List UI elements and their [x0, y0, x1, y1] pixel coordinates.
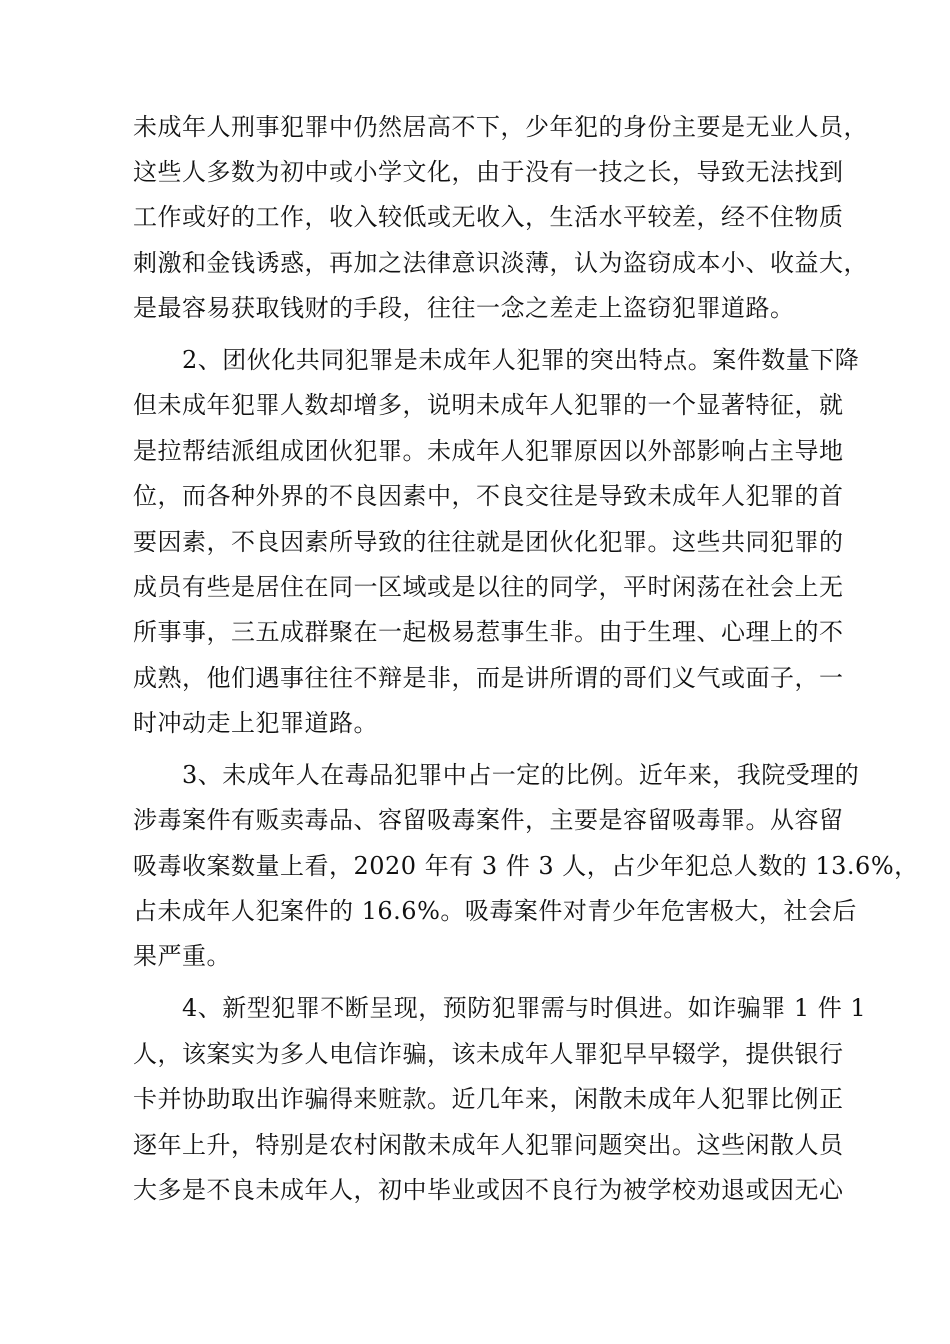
- text-line: 大多是不良未成年人，初中毕业或因不良行为被学校劝退或因无心: [133, 1176, 844, 1204]
- text-line: 成熟，他们遇事往往不辩是非，而是讲所谓的哥们义气或面子，一: [133, 664, 844, 692]
- text-line: 所事事，三五成群聚在一起极易惹事生非。由于生理、心理上的不: [133, 618, 844, 646]
- text-line: 工作或好的工作，收入较低或无收入，生活水平较差，经不住物质: [133, 203, 844, 231]
- text-line: 位，而各种外界的不良因素中，不良交往是导致未成年人犯罪的首: [133, 482, 844, 510]
- text-line: 未成年人刑事犯罪中仍然居高不下，少年犯的身份主要是无业人员，: [133, 113, 868, 141]
- text-line: 要因素，不良因素所导致的往往就是团伙化犯罪。这些共同犯罪的: [133, 528, 844, 556]
- paragraph-start-line: 4、新型犯罪不断呈现，预防犯罪需与时俱进。如诈骗罪 1 件 1: [182, 994, 867, 1022]
- text-line: 时冲动走上犯罪道路。: [133, 709, 378, 737]
- text-line: 占未成年人犯案件的 16.6%。吸毒案件对青少年危害极大，社会后: [133, 897, 857, 925]
- text-line: 但未成年犯罪人数却增多，说明未成年人犯罪的一个显著特征，就: [133, 391, 844, 419]
- text-line: 卡并协助取出诈骗得来赃款。近几年来，闲散未成年人犯罪比例正: [133, 1085, 844, 1113]
- paragraph-start-line: 3、未成年人在毒品犯罪中占一定的比例。近年来，我院受理的: [182, 761, 860, 789]
- text-line: 涉毒案件有贩卖毒品、容留吸毒案件，主要是容留吸毒罪。从容留: [133, 806, 844, 834]
- text-line: 逐年上升，特别是农村闲散未成年人犯罪问题突出。这些闲散人员: [133, 1131, 844, 1159]
- text-line: 人，该案实为多人电信诈骗，该未成年人罪犯早早辍学，提供银行: [133, 1040, 844, 1068]
- text-line: 是拉帮结派组成团伙犯罪。未成年人犯罪原因以外部影响占主导地: [133, 437, 844, 465]
- text-line: 吸毒收案数量上看，2020 年有 3 件 3 人，占少年犯总人数的 13.6%，: [133, 852, 919, 880]
- paragraph-start-line: 2、团伙化共同犯罪是未成年人犯罪的突出特点。案件数量下降: [182, 346, 860, 374]
- text-line: 这些人多数为初中或小学文化，由于没有一技之长，导致无法找到: [133, 158, 844, 186]
- text-line: 是最容易获取钱财的手段，往往一念之差走上盗窃犯罪道路。: [133, 294, 795, 322]
- text-line: 刺激和金钱诱惑，再加之法律意识淡薄，认为盗窃成本小、收益大，: [133, 249, 868, 277]
- text-line: 果严重。: [133, 942, 231, 970]
- text-line: 成员有些是居住在同一区域或是以往的同学，平时闲荡在社会上无: [133, 573, 844, 601]
